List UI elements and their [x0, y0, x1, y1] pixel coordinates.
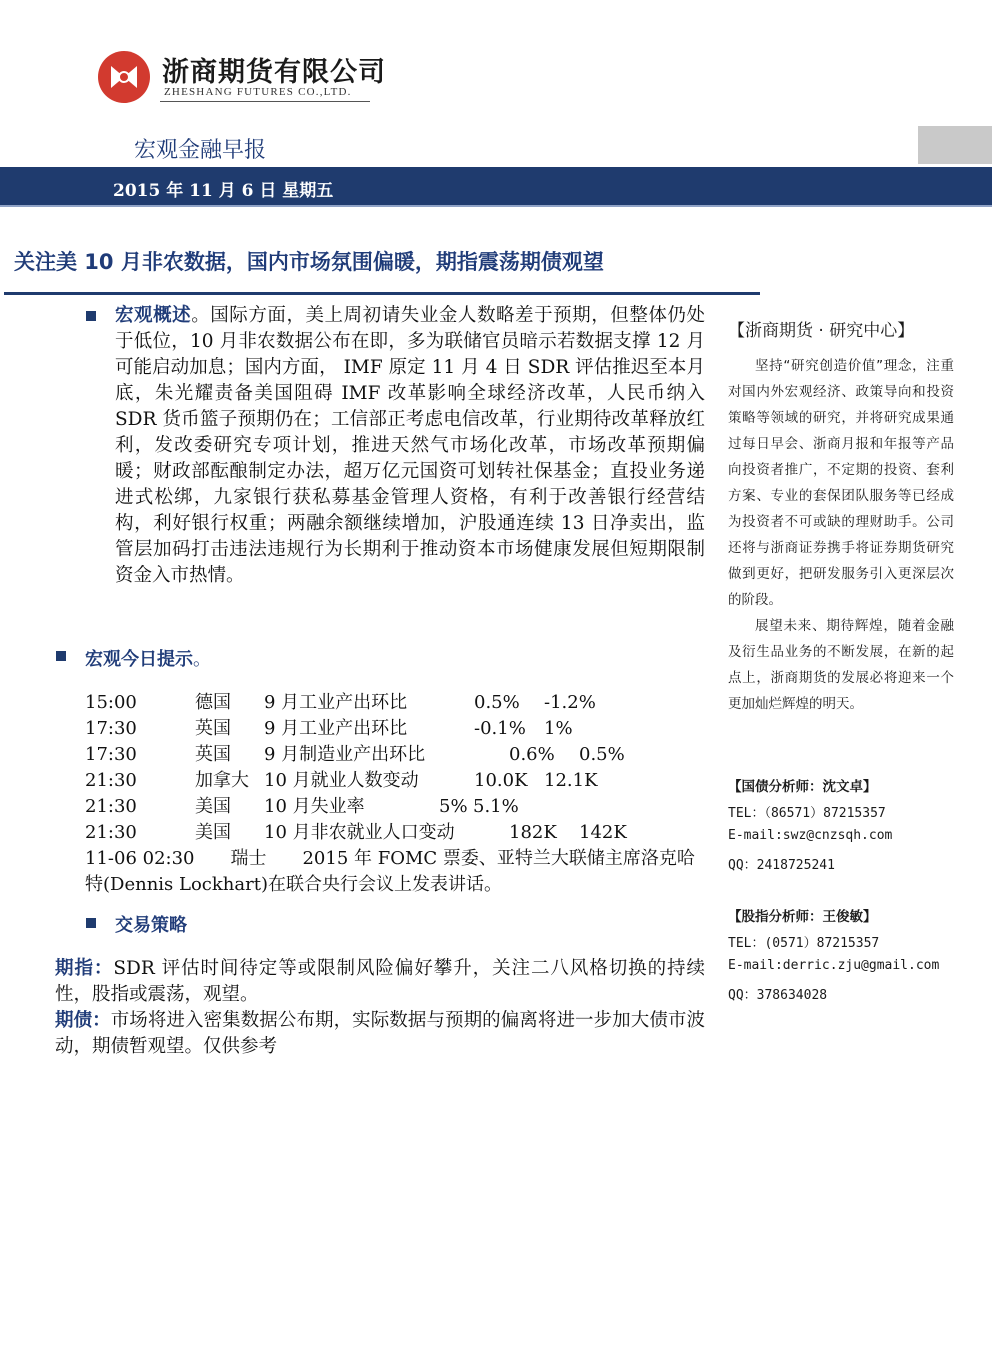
strategy-index-futures: 期指：SDR 评估时间待定等或限制风险偏好攀升，关注二八风格切换的持续性，股指或震荡，观望。 — [55, 958, 705, 1005]
headline: 关注美 10 月非农数据，国内市场氛围偏暖，期指震荡期债观望 — [14, 250, 604, 274]
overview-text: 。国际方面，美上周初请失业金人数略差于预期，但整体仍处于低位，10 月非农数据公布在即，多为联储官员暗示若数据支撑 12 月可能启动加息；国内方面， IMF 原定 11 月 4 日 SDR 评估推迟至本月底，朱光耀责备美国阻碍 IMF 改革影响全球经济改革，人民币纳入 SDR 货币篮子预期仍在；工信部正考虑电信改革，行业期待改革释放红利，发改委研究专项计划，推进天然气市场化改革，市场改革预期偏暖；财政部酝酿制定办法，超万亿元国资可划转社保基金；直投业务递进式松绑，九家银行获私募基金管理人资格，有利于改善银行经营结构，利好银行权重；两融余额继续增加，沪股通连续 13 日净卖出，监管层加码打击违法违规行为长期利于推动资本市场健康发展但短期限制资金入市热情。 — [115, 305, 705, 586]
report-date: 2015 年 11 月 6 日 星期五 — [113, 181, 334, 201]
analyst-tel: TEL：（86571）87215357 — [728, 806, 886, 821]
company-logo-icon — [97, 50, 151, 104]
bullet-square-icon — [56, 651, 66, 661]
macro-overview — [115, 303, 705, 589]
analyst-title: 【股指分析师：王俊敏】 — [728, 909, 877, 925]
sidebar-intro: 坚持“研究创造价值”理念，注重对国内外宏观经济、政策导向和投资策略等领域的研究，并将研究成果通过每日早会、浙商月报和年报等产品向投资者推广，不定期的投资、套利方案、专业的套保团队服务等已经成为投资者不可或缺的理财助手。公司还将与浙商证券携手将证券期货研究做到更好，把研发服务引入更深层次的阶段。 — [728, 358, 954, 608]
strategy-bond-futures: 期债：市场将进入密集数据公布期，实际数据与预期的偏离将进一步加大债市波动，期债暂观望。仅供参考 — [55, 1010, 705, 1057]
analyst-qq: QQ：2418725241 — [728, 858, 835, 873]
calendar-title: 宏观今日提示。 — [85, 649, 211, 670]
bullet-square-icon — [86, 311, 96, 321]
analyst-qq: QQ：378634028 — [728, 988, 828, 1003]
header-tab-decoration — [918, 126, 992, 164]
company-name-en: ZHESHANG FUTURES CO.,LTD. — [164, 86, 352, 98]
strategy-title: 交易策略 — [115, 915, 187, 936]
overview-lead: 宏观概述 — [115, 305, 192, 326]
analyst-title: 【国债分析师：沈文卓】 — [728, 779, 877, 795]
analyst-email[interactable]: E-mail:swz@cnzsqh.com — [728, 828, 893, 843]
sidebar-title: 【浙商期货 · 研究中心】 — [728, 321, 915, 341]
sidebar-outlook: 展望未来、期待辉煌，随着金融及衍生品业务的不断发展，在新的起点上，浙商期货的发展必将迎来一个更加灿烂辉煌的明天。 — [728, 618, 954, 712]
company-name-cn: 浙商期货有限公司 — [162, 57, 386, 88]
report-name: 宏观金融早报 — [134, 138, 267, 163]
date-band-underline — [0, 205, 992, 207]
calendar-note: 11-06 02:30 瑞士 2015 年 FOMC 票委、亚特兰大联储主席洛克哈特(Dennis Lockhart)在联合央行会议上发表讲话。 — [85, 848, 695, 895]
logo-divider — [160, 101, 370, 102]
bullet-square-icon — [86, 918, 96, 928]
analyst-email[interactable]: E-mail:derric.zju@gmail.com — [728, 958, 940, 973]
headline-divider — [4, 292, 760, 295]
analyst-tel: TEL：(0571）87215357 — [728, 936, 880, 951]
